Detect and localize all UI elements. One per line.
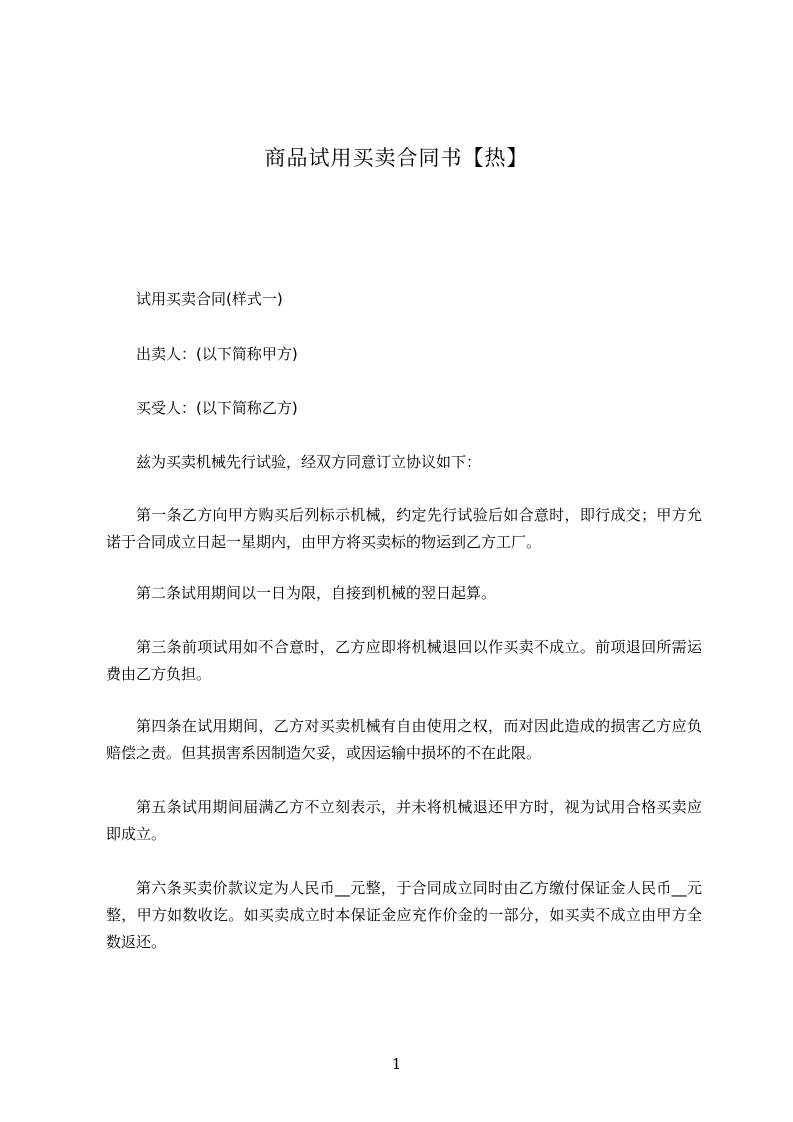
contract-subtitle: 试用买卖合同(样式一)	[136, 290, 283, 308]
article-4: 第四条在试用期间，乙方对买卖机械有自由使用之权，而对因此造成的损害乙方应负赔偿之责。但其损害系因制造欠妥，或因运输中损坏的不在此限。	[106, 717, 702, 762]
article-5: 第五条试用期间届满乙方不立刻表示，并未将机械退还甲方时，视为试用合格买卖应即成立。	[106, 798, 702, 843]
buyer-line: 买受人：(以下简称乙方)	[136, 399, 298, 417]
article-6: 第六条买卖价款议定为人民币__元整，于合同成立同时由乙方缴付保证金人民币__元整，甲方如数收讫。如买卖成立时本保证金应充作价金的一部分，如买卖不成立由甲方全数返还。	[106, 879, 702, 951]
article-1: 第一条乙方向甲方购买后列标示机械，约定先行试验后如合意时，即行成交；甲方允诺于合同成立日起一星期内，由甲方将买卖标的物运到乙方工厂。	[106, 506, 702, 551]
article-3: 第三条前项试用如不合意时，乙方应即将机械退回以作买卖不成立。前项退回所需运费由乙方负担。	[106, 638, 702, 683]
document-title: 商品试用买卖合同书【热】	[264, 146, 529, 170]
page-number: 1	[391, 1055, 402, 1073]
preamble: 兹为买卖机械先行试验，经双方同意订立协议如下：	[136, 453, 482, 471]
seller-line: 出卖人：(以下简称甲方)	[136, 345, 298, 363]
article-2: 第二条试用期间以一日为限，自接到机械的翌日起算。	[136, 584, 497, 602]
